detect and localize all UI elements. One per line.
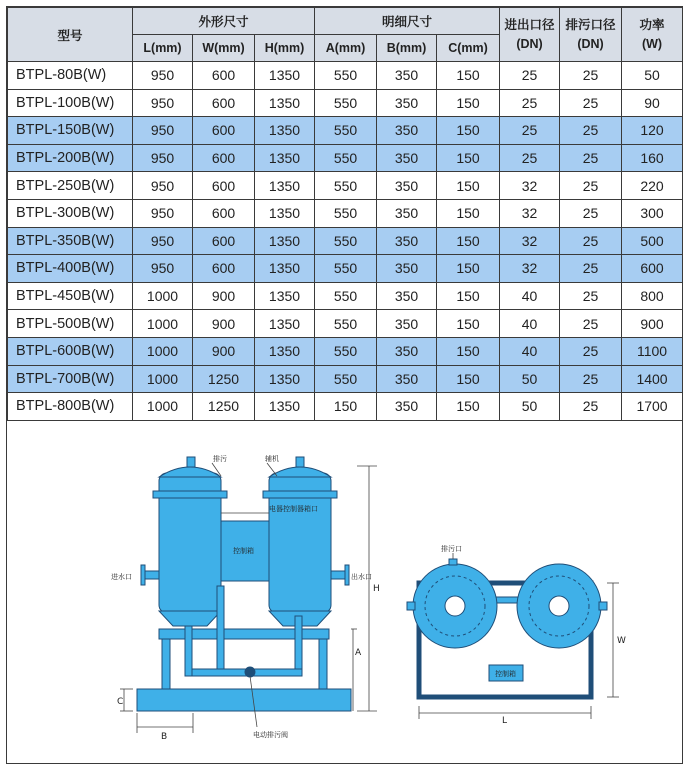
value-cell: 40 [500, 310, 560, 338]
pipe-vertical-right [295, 616, 302, 676]
plan-tank-left-core [445, 596, 465, 616]
header-inlet-outlet [500, 8, 560, 62]
value-cell: 1350 [255, 172, 315, 200]
table-row [8, 199, 683, 227]
value-cell: 50 [622, 62, 683, 90]
value-cell: 1250 [193, 393, 255, 421]
spec-table [7, 7, 683, 421]
pipe-vertical-left [217, 586, 224, 671]
table-row [8, 117, 683, 145]
label-control-box-plan: 控制箱 [495, 670, 516, 678]
value-cell: 550 [315, 62, 377, 90]
value-cell: 550 [315, 365, 377, 393]
subheader-w: W(mm) [193, 35, 255, 62]
model-cell: BTPL-350B(W) [8, 227, 133, 255]
model-cell: BTPL-250B(W) [8, 172, 133, 200]
value-cell: 25 [500, 89, 560, 117]
tank-left-top [159, 467, 221, 477]
value-cell: 350 [377, 255, 437, 283]
value-cell: 1350 [255, 117, 315, 145]
value-cell: 950 [133, 117, 193, 145]
label-dim-c: C [117, 697, 124, 707]
value-cell: 550 [315, 227, 377, 255]
value-cell: 25 [560, 144, 622, 172]
value-cell: 550 [315, 89, 377, 117]
value-cell: 350 [377, 310, 437, 338]
label-drain-plan: 排污口 [441, 545, 462, 553]
subheader-l: L(mm) [133, 35, 193, 62]
value-cell: 950 [133, 227, 193, 255]
header-drain-text: 排污口径 (DN) [565, 17, 616, 51]
model-cell: BTPL-80B(W) [8, 62, 133, 90]
table-row [8, 144, 683, 172]
value-cell: 900 [193, 337, 255, 365]
header-outer-size: 外形尺寸 [133, 8, 315, 35]
value-cell: 50 [500, 393, 560, 421]
table-row [8, 62, 683, 90]
value-cell: 150 [437, 227, 500, 255]
table-row [8, 89, 683, 117]
label-electric-drain-valve: 电动排污阀 [253, 731, 288, 739]
value-cell: 600 [193, 89, 255, 117]
label-dim-l: L [502, 716, 508, 726]
value-cell: 32 [500, 255, 560, 283]
support-leg-left [162, 639, 170, 689]
value-cell: 350 [377, 227, 437, 255]
value-cell: 350 [377, 89, 437, 117]
value-cell: 550 [315, 144, 377, 172]
value-cell: 550 [315, 310, 377, 338]
value-cell: 500 [622, 227, 683, 255]
value-cell: 1350 [255, 199, 315, 227]
value-cell: 950 [133, 144, 193, 172]
plan-drain-stub [449, 559, 457, 565]
inlet-flange [141, 565, 145, 585]
value-cell: 160 [622, 144, 683, 172]
value-cell: 25 [500, 62, 560, 90]
value-cell: 1000 [133, 365, 193, 393]
spec-sheet [6, 6, 683, 764]
subheader-c: C(mm) [437, 35, 500, 62]
value-cell: 25 [560, 62, 622, 90]
model-cell: BTPL-150B(W) [8, 117, 133, 145]
equipment-drawing [7, 421, 682, 763]
value-cell: 1000 [133, 337, 193, 365]
value-cell: 150 [437, 172, 500, 200]
plan-outlet-stub [599, 602, 607, 610]
label-dim-h: H [373, 584, 380, 594]
value-cell: 25 [560, 227, 622, 255]
header-model: 型号 [8, 8, 133, 62]
value-cell: 600 [193, 199, 255, 227]
value-cell: 1350 [255, 282, 315, 310]
value-cell: 25 [560, 393, 622, 421]
header-drain [560, 8, 622, 62]
base-frame [137, 689, 351, 711]
table-row [8, 255, 683, 283]
model-cell: BTPL-600B(W) [8, 337, 133, 365]
value-cell: 600 [193, 144, 255, 172]
table-row [8, 310, 683, 338]
value-cell: 1350 [255, 144, 315, 172]
value-cell: 1100 [622, 337, 683, 365]
label-drain-top: 排污 [213, 455, 227, 463]
value-cell: 150 [437, 62, 500, 90]
value-cell: 600 [193, 227, 255, 255]
value-cell: 120 [622, 117, 683, 145]
value-cell: 32 [500, 172, 560, 200]
value-cell: 350 [377, 199, 437, 227]
value-cell: 1350 [255, 337, 315, 365]
header-inlet-outlet-text: 进出口径 (DN) [504, 17, 555, 51]
value-cell: 900 [193, 282, 255, 310]
tank-right-top [269, 467, 331, 477]
value-cell: 600 [193, 255, 255, 283]
header-power [622, 8, 683, 62]
value-cell: 950 [133, 255, 193, 283]
value-cell: 600 [193, 117, 255, 145]
value-cell: 350 [377, 393, 437, 421]
value-cell: 25 [560, 89, 622, 117]
top-pipe-left [187, 457, 195, 467]
value-cell: 25 [560, 117, 622, 145]
value-cell: 550 [315, 172, 377, 200]
model-cell: BTPL-400B(W) [8, 255, 133, 283]
value-cell: 1400 [622, 365, 683, 393]
value-cell: 350 [377, 62, 437, 90]
value-cell: 50 [500, 365, 560, 393]
value-cell: 32 [500, 227, 560, 255]
value-cell: 25 [500, 144, 560, 172]
value-cell: 950 [133, 172, 193, 200]
value-cell: 1700 [622, 393, 683, 421]
value-cell: 32 [500, 199, 560, 227]
value-cell: 220 [622, 172, 683, 200]
value-cell: 25 [560, 172, 622, 200]
header-detail-size: 明细尺寸 [315, 8, 500, 35]
value-cell: 150 [437, 255, 500, 283]
value-cell: 950 [133, 62, 193, 90]
value-cell: 1350 [255, 227, 315, 255]
value-cell: 350 [377, 117, 437, 145]
value-cell: 25 [560, 282, 622, 310]
subheader-a: A(mm) [315, 35, 377, 62]
subheader-b: B(mm) [377, 35, 437, 62]
top-pipe-right [296, 457, 304, 467]
value-cell: 300 [622, 199, 683, 227]
drain-valve [245, 667, 255, 677]
model-cell: BTPL-500B(W) [8, 310, 133, 338]
model-cell: BTPL-100B(W) [8, 89, 133, 117]
value-cell: 90 [622, 89, 683, 117]
value-cell: 600 [193, 62, 255, 90]
value-cell: 1250 [193, 365, 255, 393]
front-elevation-view [137, 457, 351, 711]
value-cell: 150 [437, 310, 500, 338]
label-dim-b: B [161, 732, 168, 742]
value-cell: 550 [315, 255, 377, 283]
value-cell: 150 [437, 337, 500, 365]
value-cell: 950 [133, 89, 193, 117]
value-cell: 1000 [133, 310, 193, 338]
value-cell: 1350 [255, 393, 315, 421]
label-control-box: 控制箱 [233, 547, 254, 555]
value-cell: 350 [377, 365, 437, 393]
value-cell: 25 [560, 310, 622, 338]
outlet-flange [345, 565, 349, 585]
value-cell: 1000 [133, 282, 193, 310]
value-cell: 150 [437, 89, 500, 117]
value-cell: 150 [437, 199, 500, 227]
value-cell: 600 [193, 172, 255, 200]
pipe-drop-left [185, 626, 192, 676]
model-cell: BTPL-700B(W) [8, 365, 133, 393]
value-cell: 900 [193, 310, 255, 338]
table-row [8, 172, 683, 200]
value-cell: 1350 [255, 255, 315, 283]
value-cell: 550 [315, 282, 377, 310]
label-water-inlet: 进水口 [111, 573, 132, 581]
table-row [8, 282, 683, 310]
value-cell: 550 [315, 337, 377, 365]
value-cell: 25 [500, 117, 560, 145]
value-cell: 350 [377, 282, 437, 310]
value-cell: 350 [377, 172, 437, 200]
value-cell: 150 [315, 393, 377, 421]
tank-left-flange [153, 491, 227, 498]
label-dim-w: W [617, 636, 626, 646]
value-cell: 350 [377, 144, 437, 172]
value-cell: 350 [377, 337, 437, 365]
table-row [8, 337, 683, 365]
value-cell: 40 [500, 337, 560, 365]
model-cell: BTPL-800B(W) [8, 393, 133, 421]
value-cell: 150 [437, 365, 500, 393]
value-cell: 40 [500, 282, 560, 310]
value-cell: 150 [437, 393, 500, 421]
value-cell: 150 [437, 117, 500, 145]
plan-inlet-stub [407, 602, 415, 610]
value-cell: 25 [560, 255, 622, 283]
tank-left-bottom [159, 611, 221, 626]
table-row [8, 393, 683, 421]
value-cell: 900 [622, 310, 683, 338]
support-leg-right [319, 639, 327, 689]
value-cell: 150 [437, 144, 500, 172]
value-cell: 1000 [133, 393, 193, 421]
tank-right-flange [263, 491, 337, 498]
value-cell: 550 [315, 117, 377, 145]
value-cell: 25 [560, 199, 622, 227]
label-dim-a: A [355, 648, 362, 658]
value-cell: 1350 [255, 89, 315, 117]
spec-table-body [8, 62, 683, 421]
model-cell: BTPL-450B(W) [8, 282, 133, 310]
value-cell: 150 [437, 282, 500, 310]
value-cell: 800 [622, 282, 683, 310]
value-cell: 950 [133, 199, 193, 227]
value-cell: 600 [622, 255, 683, 283]
value-cell: 1350 [255, 62, 315, 90]
label-vent: 辅机 [265, 455, 279, 463]
value-cell: 25 [560, 337, 622, 365]
pipe-horizontal-lower [185, 669, 302, 676]
label-water-outlet: 出水口 [351, 573, 372, 581]
header-power-text: 功率 (W) [639, 17, 665, 51]
table-row [8, 227, 683, 255]
table-row [8, 365, 683, 393]
model-cell: BTPL-200B(W) [8, 144, 133, 172]
value-cell: 25 [560, 365, 622, 393]
value-cell: 1350 [255, 365, 315, 393]
model-cell: BTPL-300B(W) [8, 199, 133, 227]
subheader-h: H(mm) [255, 35, 315, 62]
label-control-box-area: 电器控制器箱口 [269, 505, 318, 513]
plan-tank-right-core [549, 596, 569, 616]
value-cell: 1350 [255, 310, 315, 338]
value-cell: 550 [315, 199, 377, 227]
